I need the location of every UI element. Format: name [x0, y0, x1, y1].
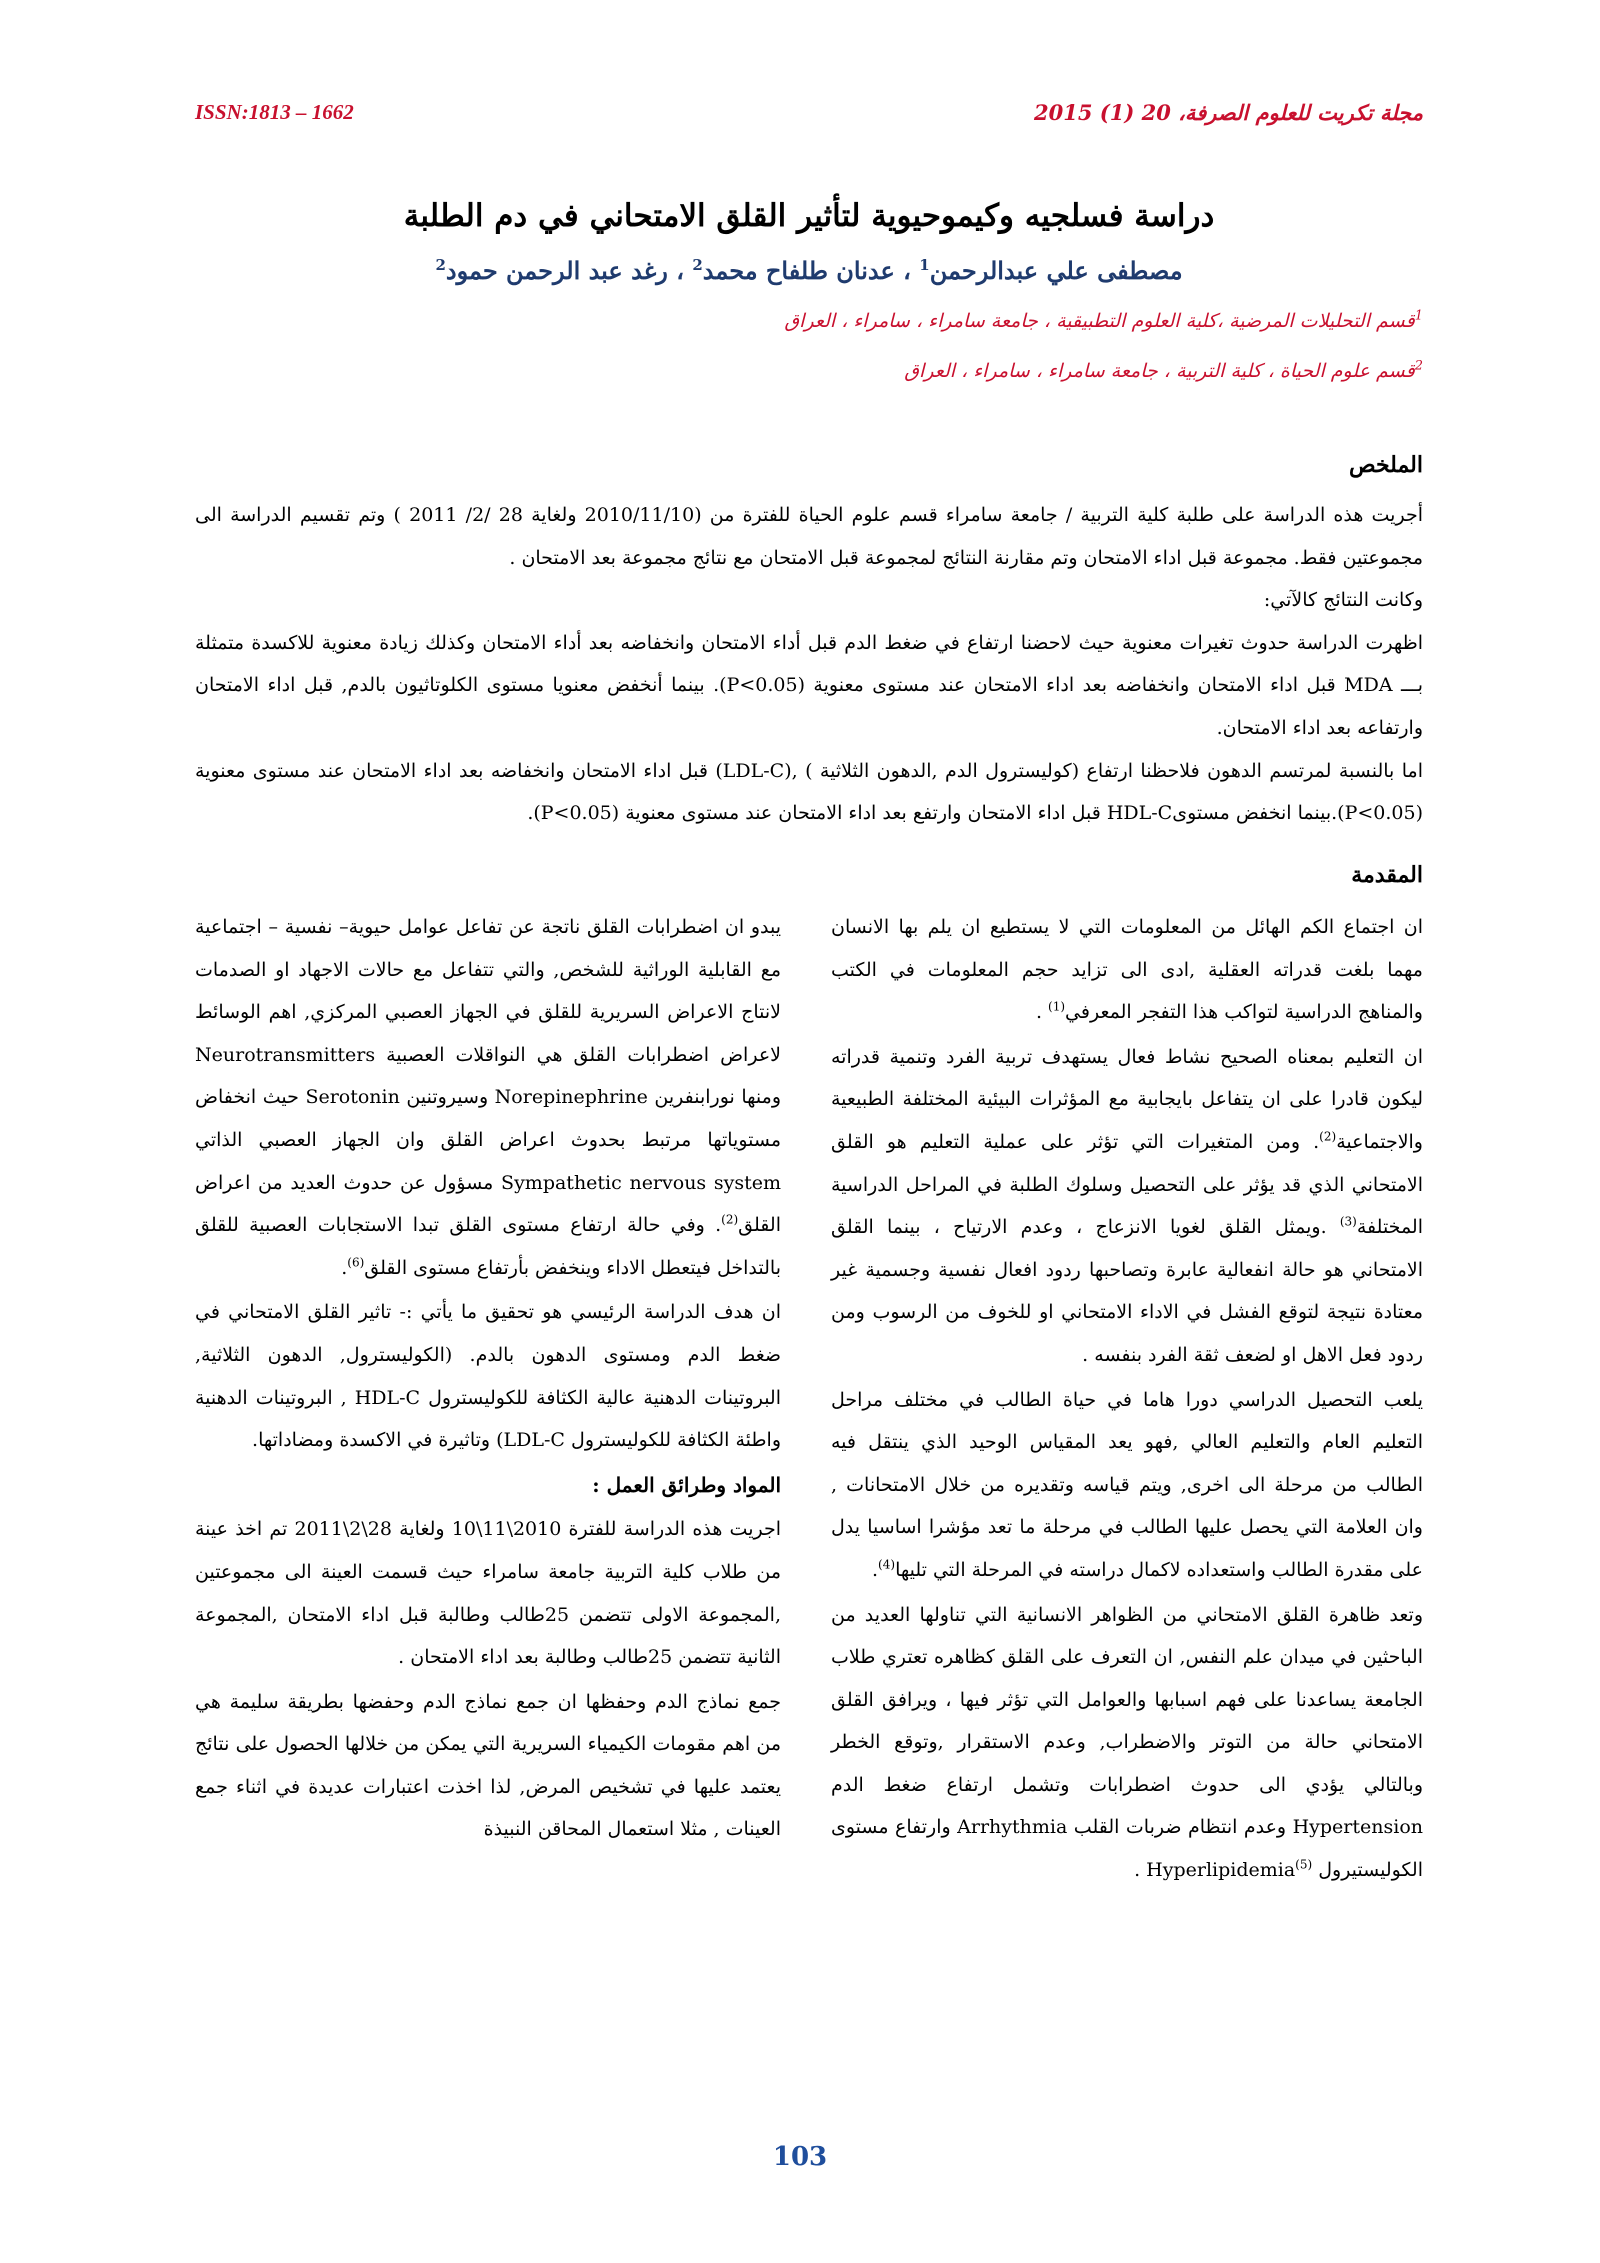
introduction-heading: المقدمة — [1351, 862, 1423, 888]
affiliation-2-text: قسم علوم الحياة ، كلية التربية ، جامعة سامراء ، سامراء ، العراق — [904, 360, 1415, 382]
paragraph-text: . — [341, 1256, 348, 1279]
body-paragraph — [831, 1594, 1423, 1892]
paragraph-text: يبدو ان اضطرابات القلق ناتجة عن تفاعل عوامل حيوية– نفسية – اجتماعية مع القابلية الوراثية للشخص, والتي تتفاعل مع حالات الاجهاد او الصدمات لانتاج الاعراض السريرية للقلق في الجهاز العصبي المركزي, اهم الوسائط لاعراض اضطرابات القلق هي النواقلات العصبية Neurotransmitters ومنها نورابنفرين Norepinephrine وسيروتنين Serotonin حيث انخفاض مستوياتها مرتبط بحدوث اعراض القلق وان الجهاز العصبي الذاتي Sympathetic nervous system مسؤول عن حدوث العديد من اعراض القلق — [195, 916, 781, 1237]
affiliation-1 — [195, 306, 1423, 336]
citation-ref: (1) — [1048, 999, 1066, 1014]
paragraph-text: يلعب التحصيل الدراسي دورا هاما في حياة الطالب في مختلف مراحل التعليم العام والتعليم العالي ,فهو يعد المقياس الوحيد الذي ينتقل فيه الطالب من مرحلة الى اخرى, ويتم قياسه وتقديره من خلال الامتحانات , وان العلامة التي يحصل عليها الطالب في مرحلة ما تعد مؤشرا اساسيا يدل على مقدرة الطالب واستعداده لاكمال دراسته في المرحلة التي تليها — [831, 1388, 1423, 1581]
body-paragraph — [195, 906, 781, 1289]
issn: ISSN:1813 – 1662 — [195, 100, 354, 124]
author-1: مصطفى علي عبدالرحمن — [929, 256, 1183, 285]
affiliation-2 — [195, 356, 1423, 386]
paragraph-text: ان التعليم بمعناه الصحيح نشاط فعال يستهدف تربية الفرد وتنمية قدراته ليكون قادرا على ان يتفاعل بايجابية مع المؤثرات البيئية المختلفة الطبيعية والاجتماعية — [831, 1045, 1423, 1153]
affiliation-1-marker: 1 — [1414, 308, 1423, 324]
body-paragraph — [831, 906, 1423, 1034]
paragraph-text: ان اجتماع الكم الهائل من المعلومات التي لا يستطيع ان يلم بها الانسان مهما بلغت قدراته العقلية ,ادى الى تزايد حجم المعلومات في الكتب والمناهج الدراسية لتواكب هذا التفجر المعرفي — [831, 916, 1423, 1024]
abstract-body — [195, 494, 1423, 835]
body-paragraph — [831, 1036, 1423, 1377]
journal-citation: مجلة تكريت للعلوم الصرفة، 20 (1) 2015 — [1034, 100, 1423, 125]
abstract-paragraph: أجريت هذه الدراسة على طلبة كلية التربية / جامعة سامراء قسم علوم الحياة للفترة من (2010/11/10 ولغاية 28 /2/ 2011 ) وتم تقسيم الدراسة الى مجموعتين فقط. مجموعة قبل اداء الامتحان وتم مقارنة النتائج لمجموعة قبل الامتحان مع نتائج مجموعة بعد الامتحان . — [195, 504, 1423, 569]
paragraph-text: وتعد ظاهرة القلق الامتحاني من الظواهر الانسانية التي تناولها العديد من الباحثين في ميدان علم النفس, ان التعرف على القلق كظاهره تعتري طلاب الجامعة يساعدنا على فهم اسبابها والعوامل التي تؤثر فيها ، ويرافق القلق الامتحاني حالة من التوتر والاضطراب, وعدم الاستقرار ,وتوقع الخطر وبالتالي يؤدي الى حدوث اضطرابات وتشمل ارتفاع ضغط الدم Hypertension وعدم انتظام ضربات القلب Arrhythmia وارتفاع مستوى الكوليستيرول Hyperlipidemia — [831, 1603, 1424, 1882]
paragraph-text: . — [872, 1558, 879, 1581]
paragraph-text: . وفي حالة ارتفاع مستوى القلق تبدا الاستجابات العصبية للقلق بالتداخل فيتعطل الاداء وينخفض بأرتفاع مستوى القلق — [195, 1214, 781, 1279]
author-3: ، رغد عبد الرحمن حمود — [445, 256, 684, 285]
citation-ref: (5) — [1295, 1857, 1313, 1872]
page-header — [195, 100, 1423, 134]
abstract-paragraph: اظهرت الدراسة حدوث تغيرات معنوية حيث لاحضنا ارتفاع في ضغط الدم قبل أداء الامتحان وانخفاضه بعد أداء الامتحان وكذلك زيادة معنوية للاكسدة متمثلة بـــ MDA قبل اداء الامتحان وانخفاضه بعد اداء الامتحان عند مستوى معنوية (P<0.05). بينما أنخفض معنويا مستوى الكلوتاثيون بالدم, قبل اداء الامتحان وارتفاعه بعد اداء الامتحان. — [195, 631, 1423, 739]
left-column — [195, 906, 781, 1853]
citation-ref: (2) — [721, 1212, 739, 1227]
body-paragraph: اجريت هذه الدراسة للفترة 2010\11\10 ولغاية 28\2\2011 تم اخذ عينة من طلاب كلية التربية جامعة سامراء حيث قسمت العينة الى مجموعتين ,المجموعة الاولى تتضمن 25طالب وطالبة قبل اداء الامتحان ,المجموعة الثانية تتضمن 25طالب وطالبة بعد اداء الامتحان . — [195, 1518, 781, 1669]
abstract-heading: الملخص — [1349, 452, 1423, 478]
body-paragraph: ان هدف الدراسة الرئيسي هو تحقيق ما يأتي :- تاثير القلق الامتحاني في ضغط الدم ومستوى الدهون بالدم. (الكوليسترول, الدهون الثلاثية, البروتينات الدهنية عالية الكثافة للكوليسترول HDL-C , البروتينات الدهنية واطئة الكثافة للكوليسترول LDL-C) وتاثيرة في الاكسدة ومضاداتها. — [195, 1301, 781, 1452]
author-1-affiliation: 1 — [919, 256, 930, 274]
citation-ref: (2) — [1319, 1129, 1337, 1144]
citation-ref: (3) — [1339, 1214, 1357, 1229]
author-2: ، عدنان طلفاح محمد — [702, 256, 911, 285]
body-paragraph: جمع نماذج الدم وحفظها ان جمع نماذج الدم وحفضها بطريقة سليمة هي من اهم مقومات الكيمياء السريرية التي يمكن من خلالها الحصول على نتائج يعتمد عليها في تشخيص المرض, لذا اخذت اعتبارات عديدة في اثناء جمع العينات , مثلا استعمال المحاقن النبيذة — [195, 1690, 781, 1841]
paragraph-text: . ومن المتغيرات التي تؤثر على عملية التعليم هو القلق الامتحاني الذي قد يؤثر على التحصيل وسلوك الطلبة في المراحل الدراسية المختلفة — [831, 1130, 1423, 1239]
right-column — [831, 906, 1423, 1894]
paragraph-text: .ويمثل القلق لغويا الانزعاج ، وعدم الارتياح ، بينما القلق الامتحاني هو حالة انفعالية عابرة وتصاحبها ردود افعال نفسية وجسمية غير معتادة نتيجة لتوقع الفشل في الاداء الامتحاني او للخوف من الرسوب ومن ردود فعل الاهل او لضعف ثقة الفرد بنفسه . — [831, 1216, 1423, 1366]
paragraph-text: . — [1134, 1859, 1147, 1882]
author-2-affiliation: 2 — [692, 256, 703, 274]
citation-ref: (6) — [347, 1255, 365, 1270]
methods-heading: المواد وطرائق العمل : — [592, 1472, 781, 1497]
paper-title: دراسة فسلجيه وكيموحيوية لتأثير القلق الامتحاني في دم الطلبة — [403, 198, 1215, 234]
abstract-paragraph: وكانت النتائج كالآتي: — [1263, 589, 1423, 612]
citation-ref: (4) — [878, 1557, 896, 1572]
page-number: 103 — [772, 2142, 828, 2172]
abstract-paragraph: اما بالنسبة لمرتسم الدهون فلاحظنا ارتفاع (كوليسترول الدم ,الدهون الثلاثية ) ,(LDL-C) قبل اداء الامتحان وانخفاضه بعد اداء الامتحان عند مستوى معنوية (P<0.05).بينما انخفض مستوىHDL-C قبل اداء الامتحان وارتفع بعد اداء الامتحان عند مستوى معنوية (P<0.05). — [195, 759, 1423, 825]
affiliation-1-text: قسم التحليلات المرضية ،كلية العلوم التطبيقية ، جامعة سامراء ، سامراء ، العراق — [784, 310, 1415, 332]
body-paragraph — [831, 1379, 1423, 1592]
paragraph-text: . — [1035, 1001, 1049, 1024]
author-3-affiliation: 2 — [435, 256, 446, 274]
affiliation-2-marker: 2 — [1414, 358, 1423, 374]
author-list — [195, 256, 1423, 285]
